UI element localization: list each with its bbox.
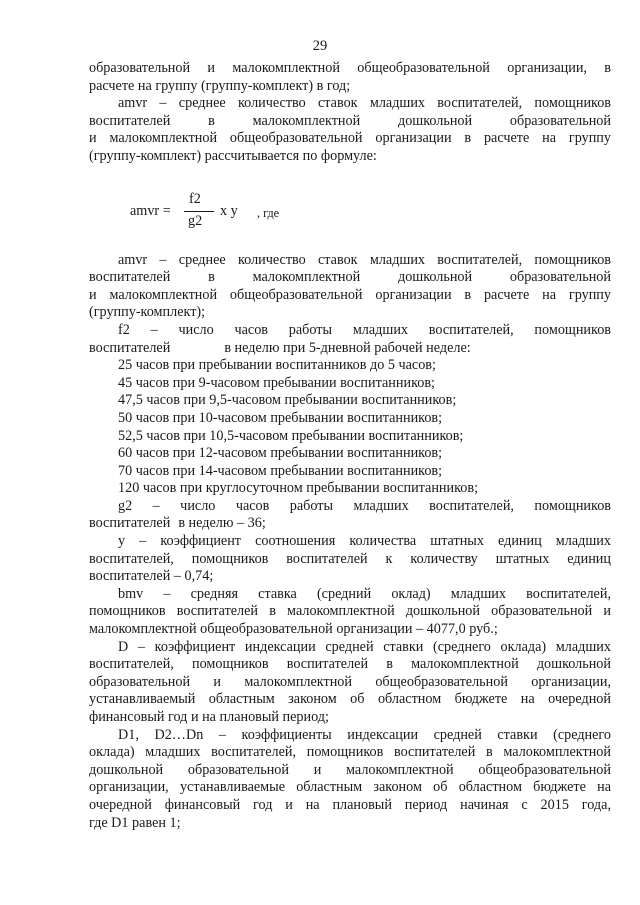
text-line: устанавливаемый областным законом об областном бюджете на очередной — [89, 691, 611, 708]
text-line: amvr – среднее количество ставок младших воспитателей, помощников — [118, 95, 611, 112]
text-line: малокомплектной общеобразовательной организации – 4077,0 руб.; — [89, 621, 498, 638]
text-line: D – коэффициент индексации средней ставки (среднего оклада) младших — [118, 638, 611, 655]
text-fragment: воспитателей — [89, 515, 171, 532]
text-fragment: в неделю – 36; — [178, 515, 266, 532]
text-line: amvr – среднее количество ставок младших воспитателей, помощников — [118, 251, 611, 268]
list-item: 70 часов при 14-часовом пребывании воспитанников; — [118, 462, 443, 479]
text-line: образовательной и малокомплектной общеобразовательной организации, в — [89, 60, 611, 76]
text-line: воспитателей, помощников воспитателей к количеству штатных единиц — [89, 550, 611, 567]
page-number: 29 — [312, 38, 328, 54]
text-line: g2 – число часов работы младших воспитателей, помощников — [118, 497, 611, 514]
text-line: (группу-комплект); — [89, 304, 206, 321]
text-line: расчете на группу (группу-комплект) в год; — [89, 77, 351, 94]
text-fragment: воспитателей — [89, 339, 171, 356]
text-line: bmv – средняя ставка (средний оклад) младших воспитателей, — [118, 585, 611, 602]
formula-multiplier: x y — [220, 202, 238, 219]
formula — [89, 166, 611, 252]
list-item: 60 часов при 12-часовом пребывании воспитанников; — [118, 445, 443, 462]
text-line: оклада) младших воспитателей, помощников воспитателей в малокомплектной — [89, 744, 611, 761]
text-line: воспитателей – 0,74; — [89, 568, 214, 585]
formula-lhs: amvr = — [130, 202, 171, 219]
text-line: где D1 равен 1; — [89, 814, 181, 831]
text-line: воспитателей в малокомплектной дошкольной образовательной — [89, 112, 611, 129]
list-item: 47,5 часов при 9,5-часовом пребывании воспитанников; — [118, 392, 457, 409]
formula-where: , где — [257, 205, 280, 220]
list-item: 120 часов при круглосуточном пребывании воспитанников; — [118, 480, 479, 497]
text-line: f2 – число часов работы младших воспитателей, помощников — [118, 321, 611, 338]
text-line: y – коэффициент соотношения количества штатных единиц младших — [118, 533, 611, 550]
text-line — [89, 340, 611, 358]
text-line: очередной финансовый год и на плановый период начиная с 2015 года, — [89, 796, 611, 813]
text-line — [89, 515, 611, 533]
text-line: (группу-комплект) рассчитывается по формуле: — [89, 147, 377, 164]
list-item: 25 часов при пребывании воспитанников до 5 часов; — [118, 357, 436, 374]
list-item: 50 часов при 10-часовом пребывании воспитанников; — [118, 409, 443, 426]
fraction-bar — [184, 211, 214, 212]
text-line: и малокомплектной общеобразовательной организации в расчете на группу — [89, 130, 611, 147]
formula-denominator: g2 — [188, 212, 203, 229]
list-item: 45 часов при 9-часовом пребывании воспитанников; — [118, 374, 435, 391]
text-line: воспитателей в малокомплектной дошкольной образовательной — [89, 269, 611, 286]
text-fragment: в неделю при 5-дневной рабочей неделе: — [224, 339, 471, 356]
formula-numerator: f2 — [189, 190, 201, 207]
text-line: помощников воспитателей в малокомплектной дошкольной образовательной и — [89, 603, 611, 620]
text-line: и малокомплектной общеобразовательной организации в расчете на группу — [89, 286, 611, 303]
text-line: образовательной и малокомплектной общеобразовательной организации, — [89, 673, 611, 690]
text-line: воспитателей, помощников воспитателей в малокомплектной дошкольной — [89, 656, 611, 673]
text-line: D1, D2…Dn – коэффициенты индексации средней ставки (среднего — [118, 726, 611, 743]
text-line: организации, устанавливаемые областным законом об областном бюджете на — [89, 779, 611, 796]
text-line: дошкольной образовательной и малокомплектной общеобразовательной — [89, 761, 611, 778]
list-item: 52,5 часов при 10,5-часовом пребывании воспитанников; — [118, 427, 464, 444]
document-body — [89, 60, 611, 832]
text-line: финансовый год и на плановый период; — [89, 709, 329, 725]
